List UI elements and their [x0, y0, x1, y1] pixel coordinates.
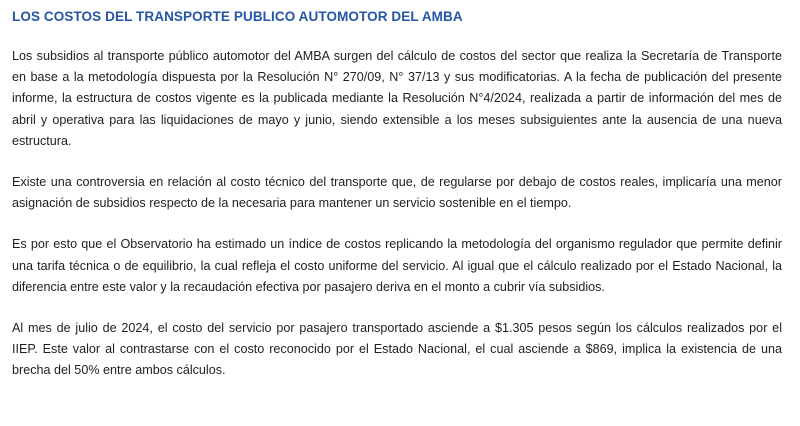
paragraph-july-2024-cost: Al mes de julio de 2024, el costo del servicio por pasajero transportado asciende a $1.305 pesos según los cálculos realizados por el IIEP. Este valor al contrastarse con el costo reconocido por el Estado Nacional, el cual asciende a $869, implica la existencia de una brecha del 50% entre ambos cálculos.: [12, 321, 782, 378]
section-title: LOS COSTOS DEL TRANSPORTE PUBLICO AUTOMOTOR DEL AMBA: [12, 9, 463, 24]
paragraph-subsidies: Los subsidios al transporte público automotor del AMBA surgen del cálculo de costos del sector que realiza la Secretaría de Transporte en base a la metodología dispuesta por la Resolución N° 270/09, N° 37/13 y sus modificatorias. A la fecha de publicación del presente informe, la estructura de costos vigente es la publicada mediante la Resolución N°4/2024, realizada a partir de información del mes de abril y operativa para las liquidaciones de mayo y junio, siendo extensible a los meses subsiguientes ante la ausencia de una nueva estructura.: [12, 49, 782, 148]
paragraph-controversy: Existe una controversia en relación al costo técnico del transporte que, de regularse por debajo de costos reales, implicaría una menor asignación de subsidios respecto de la necesaria para mantener un servicio sostenible en el tiempo.: [12, 175, 782, 211]
paragraph-observatory: Es por esto que el Observatorio ha estimado un índice de costos replicando la metodología del organismo regulador que permite definir una tarifa técnica o de equilibrio, la cual refleja el costo uniforme del servicio. Al igual que el cálculo realizado por el Estado Nacional, la diferencia entre este valor y la recaudación efectiva por pasajero deriva en el monto a cubrir vía subsidios.: [12, 237, 782, 294]
document-page: [12, 6, 782, 382]
